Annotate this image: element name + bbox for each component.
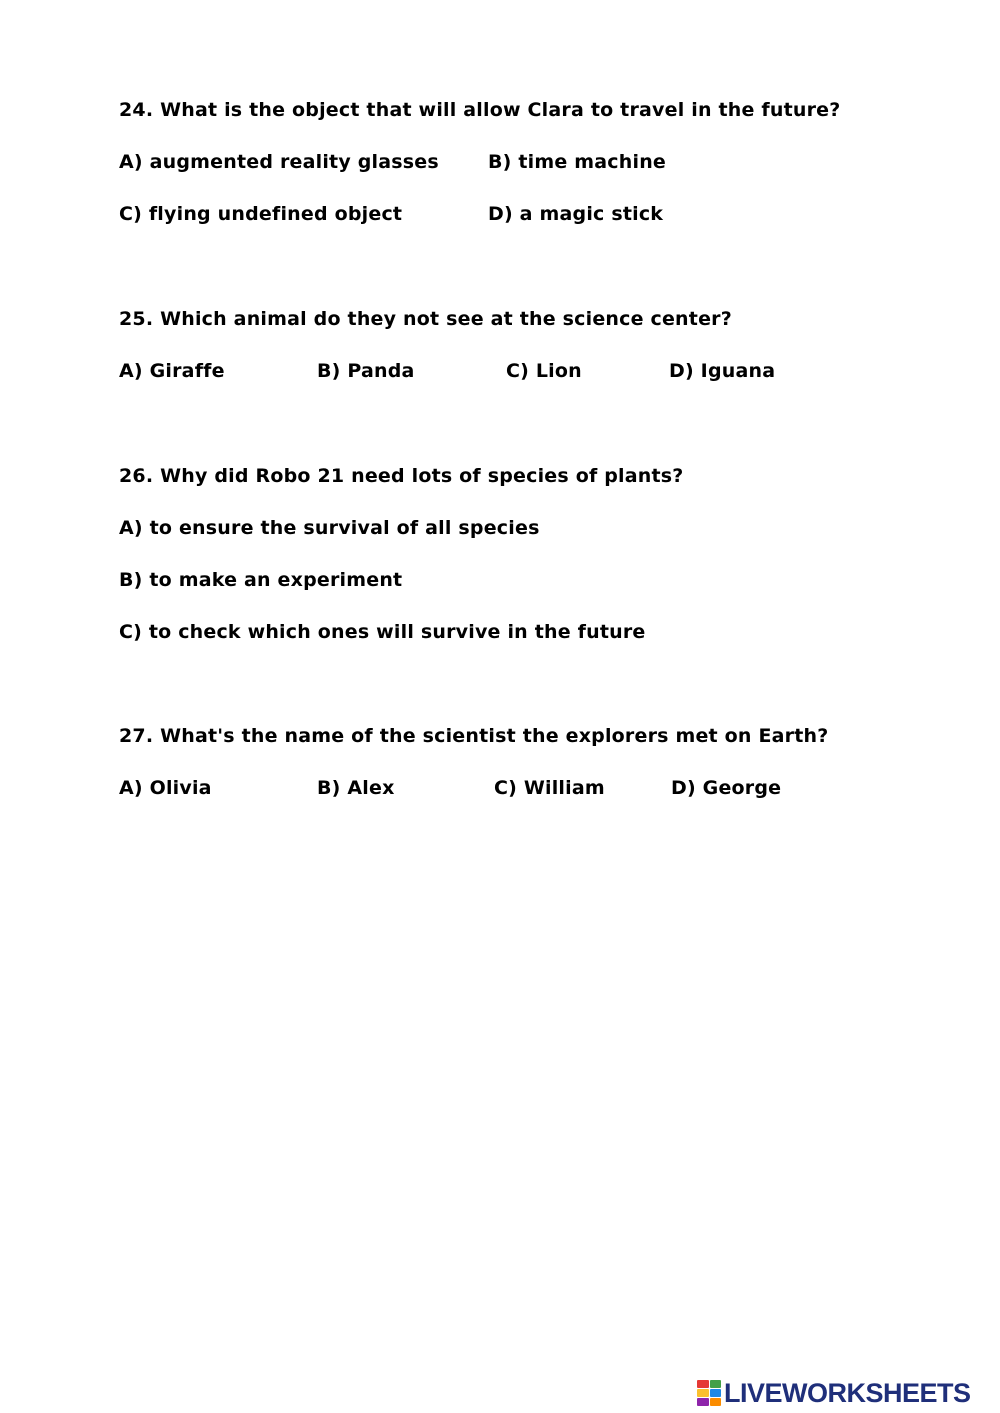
logo-tile: [710, 1380, 722, 1388]
question-26-option-b[interactable]: B) to make an experiment: [119, 569, 403, 591]
question-25-option-a[interactable]: A) Giraffe: [119, 360, 225, 382]
logo-brand-text: LIVEWORKSHEETS: [724, 1377, 971, 1408]
liveworksheets-logo-icon: [697, 1380, 721, 1406]
question-26-option-c[interactable]: C) to check which ones will survive in the future: [119, 621, 646, 643]
logo-tile: [710, 1398, 722, 1406]
question-27-option-a[interactable]: A) Olivia: [119, 777, 212, 799]
question-24-option-d[interactable]: D) a magic stick: [488, 203, 664, 225]
question-24-option-b[interactable]: B) time machine: [488, 151, 667, 173]
question-27-option-b[interactable]: B) Alex: [317, 777, 395, 799]
question-25-option-b[interactable]: B) Panda: [317, 360, 415, 382]
logo-tile: [697, 1389, 709, 1397]
question-27-option-c[interactable]: C) William: [494, 777, 605, 799]
question-25-text: 25. Which animal do they not see at the science center?: [119, 308, 732, 330]
question-24-option-a[interactable]: A) augmented reality glasses: [119, 151, 439, 173]
logo-tile: [710, 1389, 722, 1397]
question-27-option-d[interactable]: D) George: [671, 777, 782, 799]
question-25-option-c[interactable]: C) Lion: [506, 360, 582, 382]
question-24-text: 24. What is the object that will allow Clara to travel in the future?: [119, 99, 841, 121]
question-24-option-c[interactable]: C) flying undefined object: [119, 203, 403, 225]
question-26-text: 26. Why did Robo 21 need lots of species of plants?: [119, 465, 684, 487]
logo-tile: [697, 1380, 709, 1388]
question-26-option-a[interactable]: A) to ensure the survival of all species: [119, 517, 540, 539]
question-25-option-d[interactable]: D) Iguana: [669, 360, 776, 382]
liveworksheets-logo: [697, 1378, 971, 1408]
question-27-text: 27. What's the name of the scientist the explorers met on Earth?: [119, 725, 829, 747]
logo-tile: [697, 1398, 709, 1406]
